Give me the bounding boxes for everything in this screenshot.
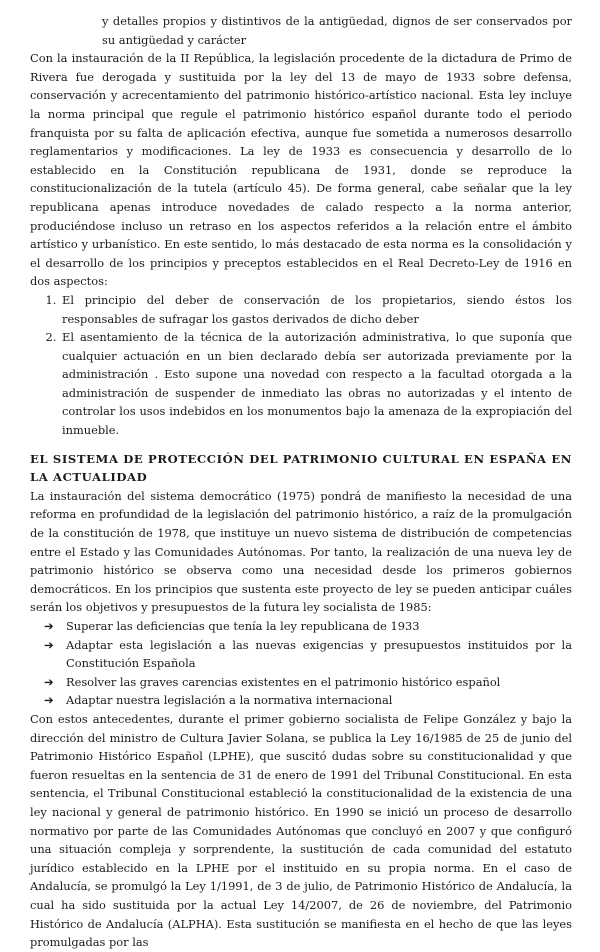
arrow-list-item-text: Adaptar esta legislación a las nuevas exigencias y presupuestos instituidos por la Constitución Española [66, 637, 572, 671]
document-page [30, 0, 572, 952]
paragraph-lphe: Con estos antecedentes, durante el primer gobierno socialista de Felipe González y bajo la dirección del ministro de Cultura Javier Solana, se publica la Ley 16/1985 de 25 de junio del Patrimonio Histórico Español (LPHE), que suscitó dudas sobre su constitucionalidad y que fueron resueltas en la sentencia de 31 de enero de 1991 del Tribunal Constitucional. En esta sentencia, el Tribunal Constitucional estableció la constitucionalidad de la existencia de una ley nacional y general de patrimonio histórico. En 1990 se inició un proceso de desarrollo normativo por parte de las Comunidades Autónomas que concluyó en 2007 y que configuró una situación compleja y sorprendente, la sustitución de cada comunidad del estatuto jurídico establecido en la LPHE por el instituido en su propia norma. En el caso de Andalucía, se promulgó la Ley 1/1991, de 3 de julio, de Patrimonio Histórico de Andalucía, la cual ha sido sustituida por la actual Ley 14/2007, de 26 de noviembre, del Patrimonio Histórico de Andalucía (ALPHA). Esta sustitución se manifiesta en el hecho de que las leyes promulgadas por las [30, 711, 572, 950]
paragraph-ii-republica: Con la instauración de la II República, la legislación procedente de la dictadura de Primo de Rivera fue derogada y sustituida por la ley del 13 de mayo de 1933 sobre defensa, conservación y acrecentamiento del patrimonio histórico-artístico nacional. Esta ley incluye la norma principal que regule el patrimonio histórico español durante todo el periodo franquista por su falta de aplicación efectiva, aunque fue sometida a numerosos desarrollo reglamentarios y modificaciones. La ley de 1933 es consecuencia y desarrollo de lo establecido en la Constitución republicana de 1931, donde se reproduce la constitucionalización de la tutela (artículo 45). De forma general, cabe señalar que la ley republicana apenas introduce novedades de calado respecto a la norma anterior, produciéndose incluso un retraso en los aspectos referidos a la relación entre el ámbito artístico y urbanístico. En este sentido, lo más destacado de esta norma es la consolidación y el desarrollo de los principios y preceptos establecidos en el Real Decreto-Ley de 1916 en dos aspectos: [30, 51, 572, 289]
arrow-list-item [44, 636, 572, 673]
arrow-list-item [44, 691, 572, 710]
arrow-list [30, 617, 572, 710]
arrow-list-item-text: Superar las deficiencias que tenía la ley republicana de 1933 [66, 619, 420, 633]
numbered-list [30, 291, 572, 440]
continuation-text: y detalles propios y distintivos de la antigüedad, dignos de ser conservados por su antigüedad y carácter [102, 14, 572, 47]
paragraph-democracia: La instauración del sistema democrático (1975) pondrá de manifiesto la necesidad de una reforma en profundidad de la legislación del patrimonio histórico, a raíz de la promulgación de la constitución de 1978, que instituye un nuevo sistema de distribución de competencias entre el Estado y las Comunidades Autónomas. Por tanto, la realización de una nueva ley de patrimonio histórico se observa como una necesidad desde los primeros gobiernos democráticos. En los principios que sustenta este proyecto de ley se pueden anticipar cuáles serán los objetivos y presupuestos de la futura ley socialista de 1985: [30, 488, 572, 615]
section-heading: EL SISTEMA DE PROTECCIÓN DEL PATRIMONIO CULTURAL EN ESPAÑA EN LA ACTUALIDAD [30, 451, 572, 485]
arrow-right-icon: ➔ [44, 693, 54, 708]
arrow-list-item-text: Adaptar nuestra legislación a la normativa internacional [66, 693, 393, 708]
arrow-list-item [44, 617, 572, 636]
arrow-right-icon: ➔ [44, 619, 54, 633]
arrow-right-icon: ➔ [44, 637, 54, 652]
arrow-right-icon: ➔ [44, 674, 54, 689]
arrow-list-item [44, 673, 572, 692]
arrow-list-item-text: Resolver las graves carencias existentes en el patrimonio histórico español [66, 674, 501, 689]
numbered-list-item-1: 1. El principio del deber de conservación de los propietarios, siendo éstos los responsables de sufragar los gastos derivados de dicho deber [60, 291, 572, 328]
numbered-list-item-2: 2. El asentamiento de la técnica de la autorización administrativa, lo que suponía que cualquier actuación en un bien declarado debía ser autorizada previamente por la administración . Esto supone una novedad con respecto a la facultad otorgada a la administración de suspender de inmediato las obras no autorizadas y el intento de controlar los usos indebidos en los monumentos bajo la amenaza de la expropiación del inmueble. [60, 328, 572, 440]
